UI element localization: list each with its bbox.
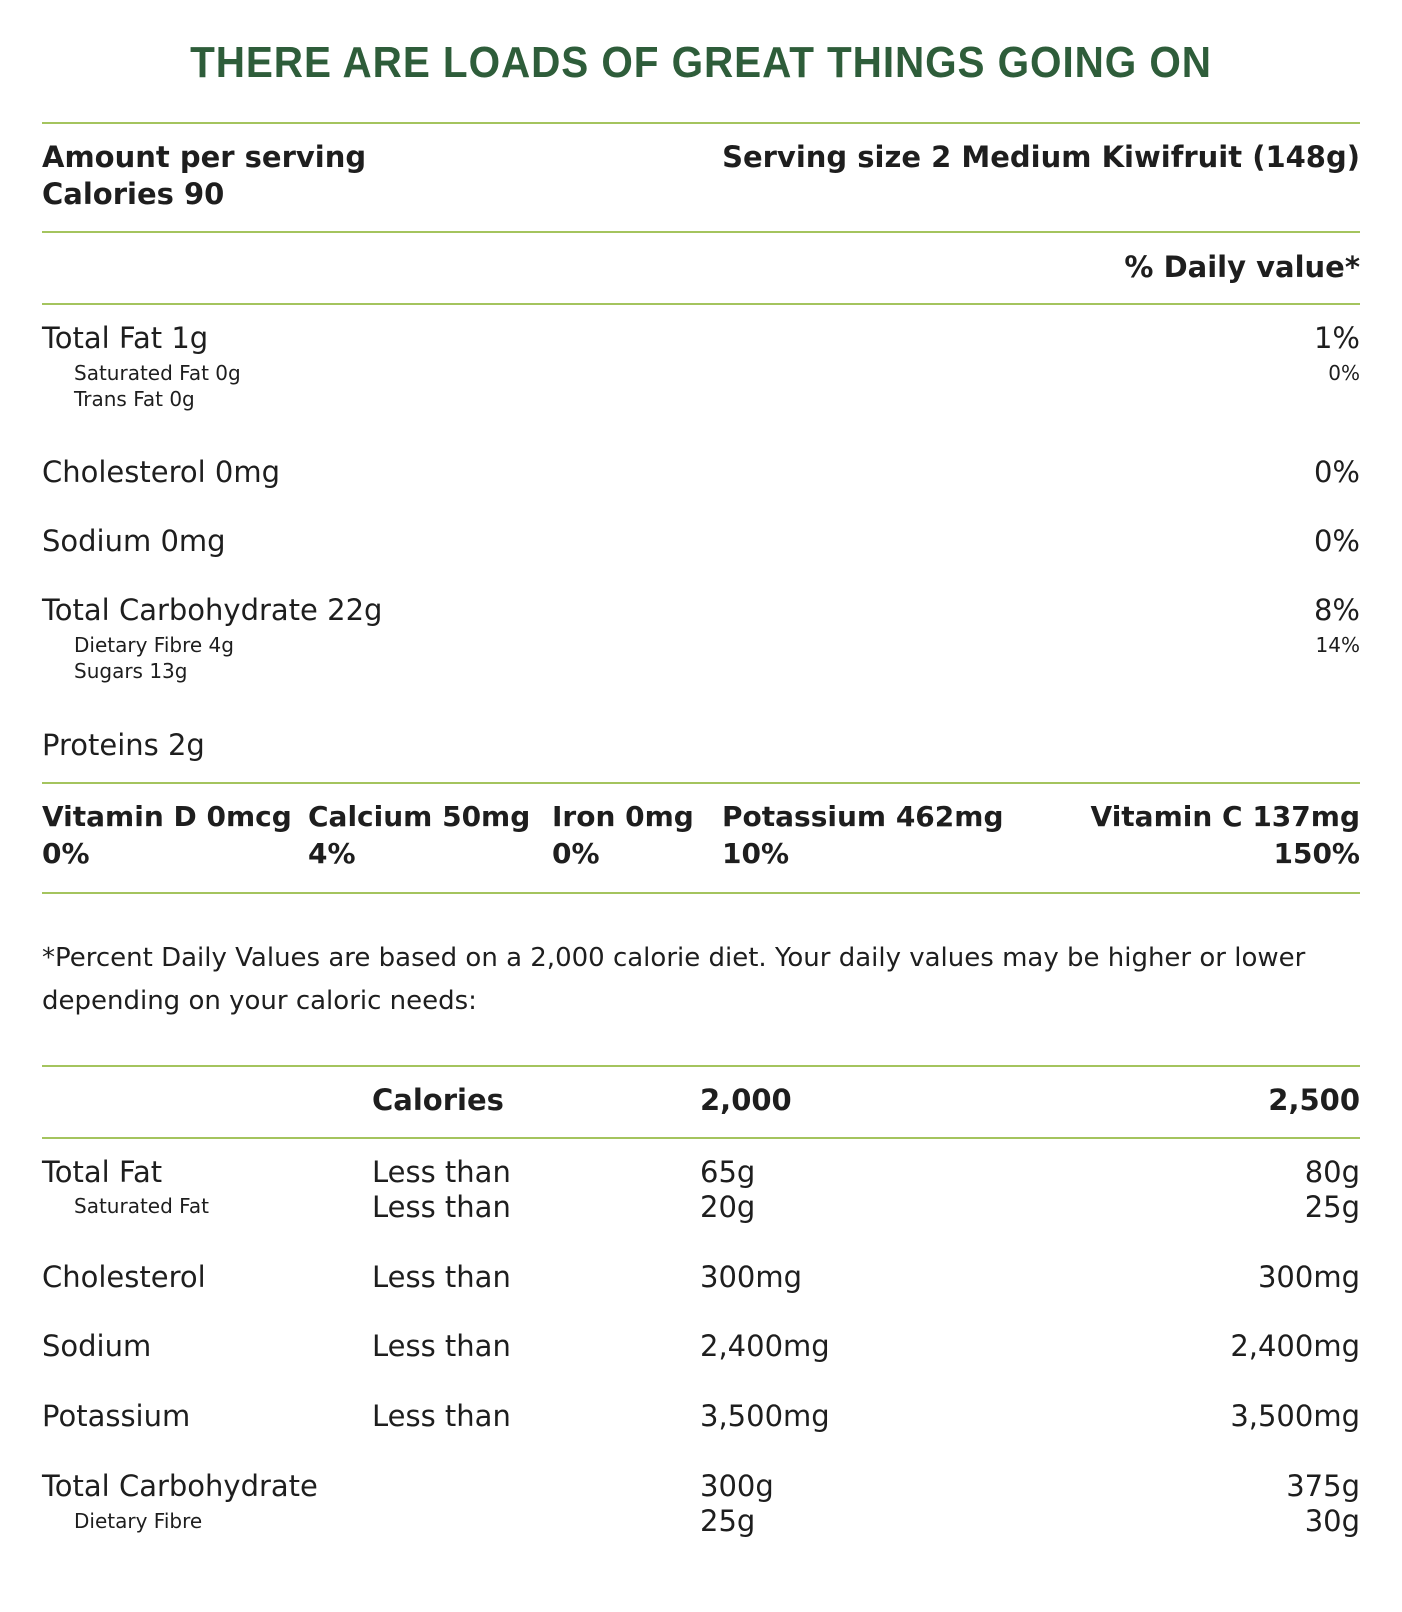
proteins-label: Proteins 2g [42,728,205,762]
ref-row-name: Potassium [42,1399,191,1433]
ref-row-2000: 300g [700,1469,774,1503]
ref-row-2000: 300mg [700,1260,803,1294]
trans-fat-label: Trans Fat 0g [74,387,195,411]
calcium-name: Calcium 50mg [308,800,531,833]
potassium-dv: 10% [722,837,790,870]
ref-row-2500: 375g [1286,1469,1360,1503]
ref-row-name: Sodium [42,1329,152,1363]
ref-row-qualifier: Less than [372,1155,511,1189]
ref-row-2500: 300mg [1257,1260,1360,1294]
total-carb-label: Total Carbohydrate 22g [42,593,383,627]
vitamin-c-dv: 150% [1273,837,1360,870]
vitamin-c-name: Vitamin C 137mg [1090,800,1360,833]
ref-row-qualifier: Less than [372,1260,511,1294]
potassium-name: Potassium 462mg [722,800,1004,833]
ref-row-name: Total Fat [42,1155,163,1189]
divider [42,782,1360,784]
ref-header-2500: 2,500 [1268,1083,1360,1117]
daily-value-header: % Daily value* [1124,250,1360,284]
divider [42,122,1360,124]
divider [42,1065,1360,1067]
divider [42,892,1360,894]
saturated-fat-dv: 0% [1328,361,1360,385]
ref-row-2000: 3,500mg [700,1399,830,1433]
divider [42,1137,1360,1139]
footnote: *Percent Daily Values are based on a 2,000 calorie diet. Your daily values may be higher or lower depending on your caloric needs: [42,943,1306,1016]
ref-row-2000: 65g [700,1155,756,1189]
ref-row-qualifier: Less than [372,1329,511,1363]
ref-header-calories: Calories [372,1083,504,1117]
iron-dv: 0% [552,837,600,870]
total-fat-dv: 1% [1313,321,1360,355]
vitamin-d-name: Vitamin D 0mcg [42,800,292,833]
ref-row-qualifier: Less than [372,1190,511,1224]
vitamin-d-dv: 0% [42,837,90,870]
divider [42,303,1360,305]
ref-row-2000: 25g [700,1504,756,1538]
ref-header-2000: 2,000 [700,1083,792,1117]
ref-row-2500: 2,400mg [1230,1329,1360,1363]
ref-row-name: Dietary Fibre [74,1509,203,1533]
divider [42,231,1360,233]
calcium-dv: 4% [308,837,356,870]
page-title: THERE ARE LOADS OF GREAT THINGS GOING ON [190,38,1212,87]
sugars-label: Sugars 13g [74,659,188,683]
ref-row-2500: 25g [1304,1190,1360,1224]
cholesterol-dv: 0% [1313,455,1360,489]
total-fat-label: Total Fat 1g [42,321,209,355]
dietary-fibre-dv: 14% [1315,633,1360,657]
ref-row-2500: 3,500mg [1230,1399,1360,1433]
calories-value: Calories 90 [42,177,225,211]
sodium-dv: 0% [1313,524,1360,558]
ref-row-2500: 30g [1304,1504,1360,1538]
dietary-fibre-label: Dietary Fibre 4g [74,633,234,657]
ref-row-qualifier: Less than [372,1399,511,1433]
ref-row-2000: 2,400mg [700,1329,830,1363]
total-carb-dv: 8% [1313,593,1360,627]
ref-row-name: Cholesterol [42,1260,206,1294]
saturated-fat-label: Saturated Fat 0g [74,361,241,385]
sodium-label: Sodium 0mg [42,524,226,558]
iron-name: Iron 0mg [552,800,694,833]
serving-size: Serving size 2 Medium Kiwifruit (148g) [722,140,1360,174]
amount-per-serving-label: Amount per serving [42,140,367,174]
ref-row-name: Saturated Fat [74,1194,209,1218]
cholesterol-label: Cholesterol 0mg [42,455,281,489]
ref-row-2000: 20g [700,1190,756,1224]
ref-row-2500: 80g [1304,1155,1360,1189]
ref-row-name: Total Carbohydrate [42,1469,318,1503]
